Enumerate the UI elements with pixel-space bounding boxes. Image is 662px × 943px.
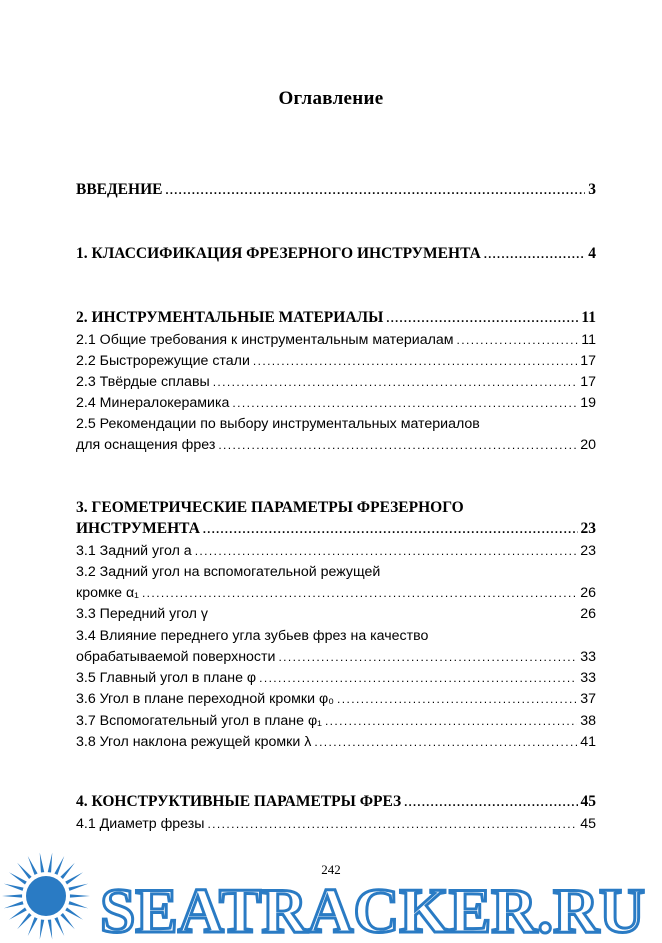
sun-ray bbox=[4, 884, 24, 891]
toc-entry-2-2[interactable] bbox=[76, 351, 596, 371]
toc-entry-label: 3.3 Передний угол γ bbox=[76, 606, 208, 622]
toc-entry-label: 3.7 Вспомогательный угол в плане φ₁ bbox=[76, 713, 322, 729]
toc-leader-dots bbox=[218, 435, 577, 455]
sun-ray bbox=[17, 913, 31, 929]
toc-entry-introduction[interactable] bbox=[76, 180, 596, 200]
toc-leader-dots bbox=[314, 732, 577, 752]
watermark-text: SEATRACKER.RU bbox=[100, 875, 645, 943]
toc-entry-page: 4 bbox=[588, 245, 596, 262]
toc-entry-label: 3. ГЕОМЕТРИЧЕСКИЕ ПАРАМЕТРЫ ФРЕЗЕРНОГО bbox=[76, 499, 464, 516]
toc-leader-dots bbox=[325, 711, 577, 731]
toc-leader-dots bbox=[213, 372, 578, 392]
toc-entry-3-5[interactable] bbox=[76, 668, 596, 688]
toc-entry-3-1[interactable] bbox=[76, 541, 596, 561]
toc-entry-section-3-cont[interactable] bbox=[76, 519, 596, 539]
toc-leader-dots bbox=[253, 351, 577, 371]
toc-entry-label: 2.3 Твёрдые сплавы bbox=[76, 374, 210, 390]
sun-ray bbox=[60, 913, 74, 929]
sun-ray bbox=[9, 908, 27, 920]
toc-leader-dots bbox=[165, 180, 585, 200]
toc-entry-label: 3.5 Главный угол в плане φ bbox=[76, 670, 257, 686]
toc-entry-page: 23 bbox=[580, 520, 596, 537]
watermark-graphic bbox=[0, 836, 662, 943]
toc-entry-label: 4.1 Диаметр фрезы bbox=[76, 816, 205, 832]
toc-leader-dots bbox=[195, 541, 578, 561]
sun-ray bbox=[65, 908, 83, 920]
toc-entry-label: кромке α₁ bbox=[76, 585, 139, 601]
toc-entry-page: 20 bbox=[580, 437, 596, 453]
toc-leader-dots bbox=[457, 330, 579, 350]
toc-entry-page: 17 bbox=[580, 374, 596, 390]
toc-entry-label: 3.1 Задний угол a bbox=[76, 543, 192, 559]
toc-entry-page: 17 bbox=[580, 353, 596, 369]
toc-entry-label: для оснащения фрез bbox=[76, 437, 216, 453]
toc-entry-label: ВВЕДЕНИЕ bbox=[76, 181, 163, 198]
toc-entry-label: 2.1 Общие требования к инструментальным материалам bbox=[76, 332, 454, 348]
toc-entry-section-2[interactable] bbox=[76, 308, 596, 328]
toc-entry-2-5-cont[interactable] bbox=[76, 435, 596, 455]
toc-entry-label: 3.8 Угол наклона режущей кромки λ bbox=[76, 734, 312, 750]
toc-entry-3-2[interactable] bbox=[76, 562, 596, 582]
toc-entry-page: 11 bbox=[581, 309, 596, 326]
toc-entry-page: 11 bbox=[581, 332, 596, 348]
toc-entry-label: 1. КЛАССИФИКАЦИЯ ФРЕЗЕРНОГО ИНСТРУМЕНТА bbox=[76, 245, 481, 262]
toc-entry-2-4[interactable] bbox=[76, 393, 596, 413]
sun-ray bbox=[2, 894, 22, 897]
toc-leader-dots bbox=[386, 308, 578, 328]
sun-ray bbox=[68, 884, 88, 891]
toc-entry-label: обрабатываемой поверхности bbox=[76, 649, 276, 665]
toc-entry-3-4-cont[interactable] bbox=[76, 647, 596, 667]
toc-entry-section-4[interactable] bbox=[76, 792, 596, 812]
toc-entry-3-2-cont[interactable] bbox=[76, 583, 596, 603]
sun-ray bbox=[68, 901, 88, 908]
toc-leader-dots bbox=[232, 393, 577, 413]
watermark bbox=[0, 836, 662, 943]
toc-leader-dots bbox=[337, 689, 577, 709]
toc-entry-label: ИНСТРУМЕНТА bbox=[76, 520, 200, 537]
toc-entry-page: 23 bbox=[580, 543, 596, 559]
page-number: 242 bbox=[321, 862, 341, 877]
toc-leader-dots bbox=[207, 814, 577, 834]
toc-leader-dots bbox=[142, 583, 577, 603]
toc-entry-label: 3.4 Влияние переднего угла зубьев фрез на качество bbox=[76, 628, 429, 644]
toc-leader-dots bbox=[203, 519, 578, 539]
toc-leader-dots bbox=[484, 244, 585, 264]
page-title: Оглавление bbox=[278, 88, 384, 109]
toc-entry-page: 33 bbox=[580, 649, 596, 665]
sun-ray bbox=[40, 919, 45, 939]
toc-entry-page: 38 bbox=[580, 713, 596, 729]
toc-entry-label: 3.2 Задний угол на вспомогательной режущей bbox=[76, 564, 381, 580]
toc-entry-page: 37 bbox=[580, 691, 596, 707]
toc-entry-page: 3 bbox=[588, 181, 596, 198]
toc-entry-page: 33 bbox=[580, 670, 596, 686]
toc-entry-4-1[interactable] bbox=[76, 814, 596, 834]
sun-ray bbox=[48, 919, 53, 939]
toc-entry-label: 4. КОНСТРУКТИВНЫЕ ПАРАМЕТРЫ ФРЕЗ bbox=[76, 793, 402, 810]
toc-leader-dots bbox=[278, 647, 577, 667]
toc-entry-2-3[interactable] bbox=[76, 372, 596, 392]
toc-entry-3-8[interactable] bbox=[76, 732, 596, 752]
toc-entry-label: 2. ИНСТРУМЕНТАЛЬНЫЕ МАТЕРИАЛЫ bbox=[76, 309, 384, 326]
toc-entry-page: 26 bbox=[580, 606, 596, 622]
toc-entry-page: 26 bbox=[580, 585, 596, 601]
toc-entry-page: 45 bbox=[580, 816, 596, 832]
toc-entry-page: 45 bbox=[580, 793, 596, 810]
toc-entry-2-1[interactable] bbox=[76, 330, 596, 350]
sun-ray bbox=[70, 894, 90, 897]
toc-entry-section-3[interactable] bbox=[76, 498, 596, 518]
sun-ray bbox=[4, 901, 24, 908]
toc-entry-label: 3.6 Угол в плане переходной кромки φ₀ bbox=[76, 691, 335, 707]
toc-entry-3-3[interactable] bbox=[76, 604, 596, 624]
sun-ray bbox=[28, 917, 38, 936]
sun-ray bbox=[54, 917, 64, 936]
toc-leader-dots bbox=[259, 668, 577, 688]
toc-entry-label: 2.2 Быстрорежущие стали bbox=[76, 353, 250, 369]
toc-leader-dots bbox=[404, 792, 577, 812]
toc-entry-page: 41 bbox=[580, 734, 596, 750]
toc-entry-page: 19 bbox=[580, 395, 596, 411]
toc-entry-3-6[interactable] bbox=[76, 689, 596, 709]
toc-entry-3-4[interactable] bbox=[76, 626, 596, 646]
toc-entry-label: 2.4 Минералокерамика bbox=[76, 395, 230, 411]
toc-entry-3-7[interactable] bbox=[76, 711, 596, 731]
toc-entry-label: 2.5 Рекомендации по выбору инструментальных материалов bbox=[76, 416, 480, 432]
toc-entry-section-1[interactable] bbox=[76, 244, 596, 264]
toc-entry-2-5[interactable] bbox=[76, 414, 596, 434]
